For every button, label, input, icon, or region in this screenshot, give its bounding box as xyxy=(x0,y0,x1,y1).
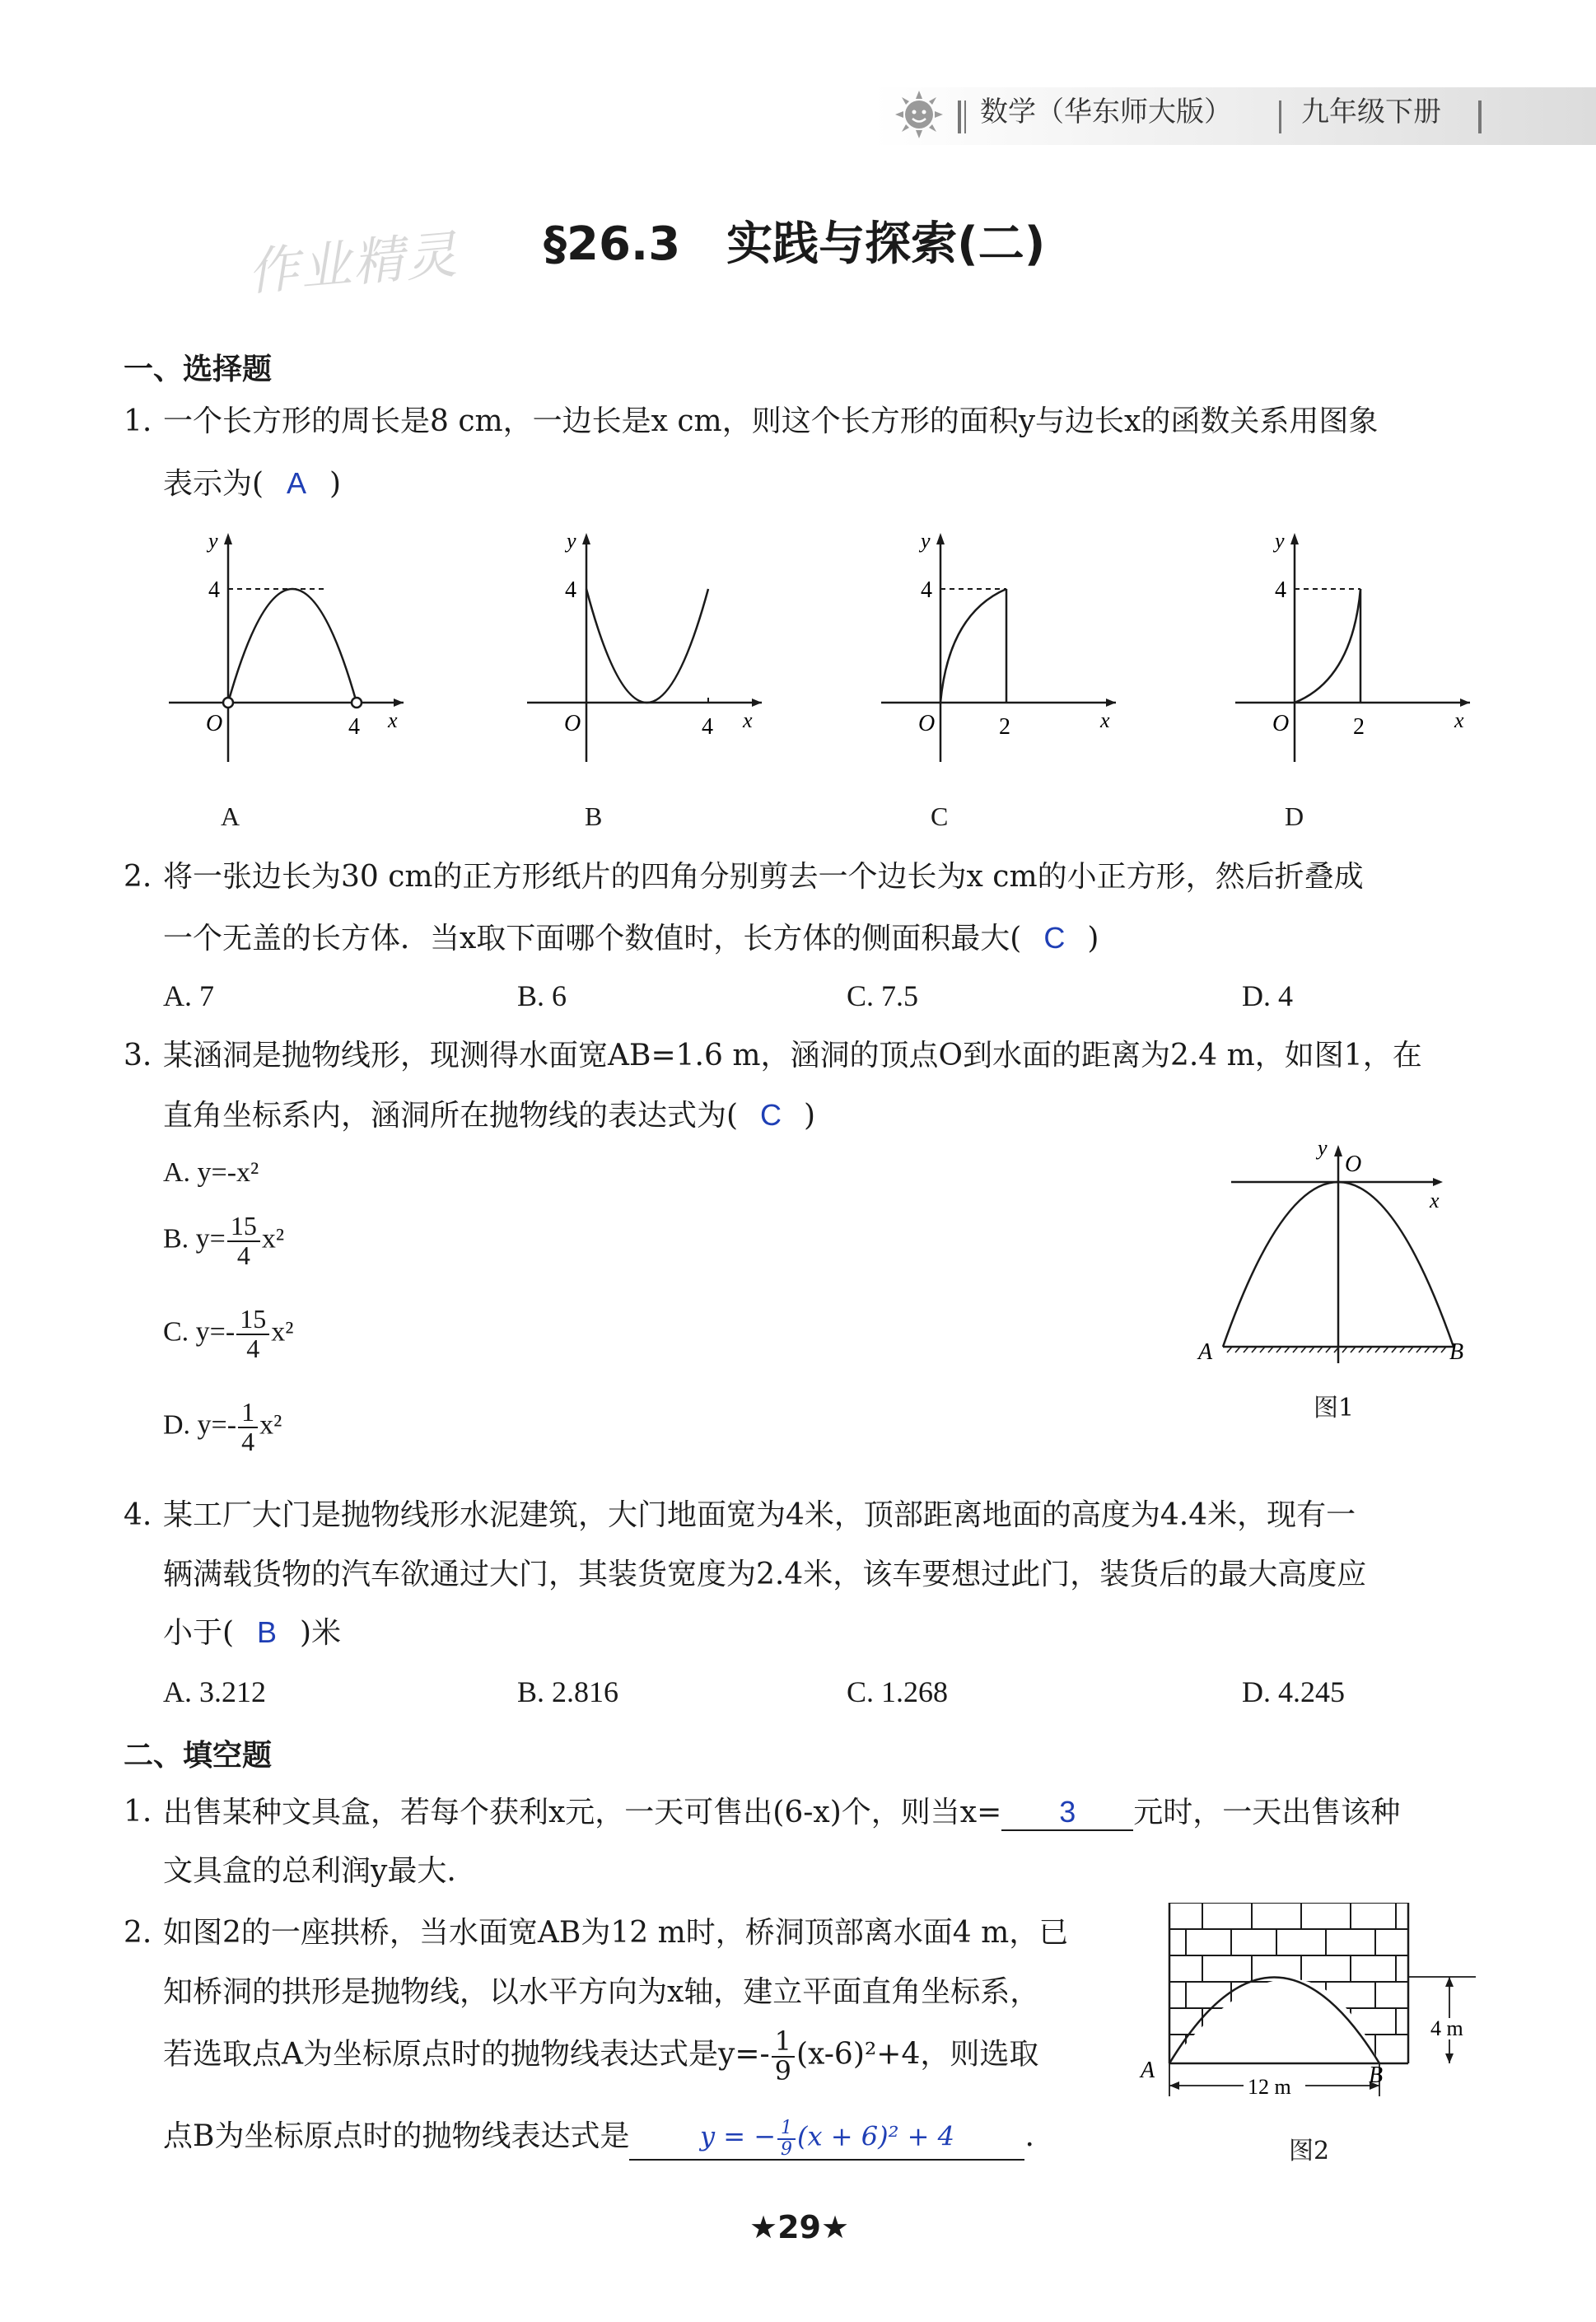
q4-text-line2: 辆满载货物的汽车欲通过大门，其装货宽度为2.4米，该车要想过此门，装货后的最大高度应 xyxy=(163,1558,1367,1591)
fig1-origin-label: O xyxy=(1345,1152,1362,1177)
fig2-a-label: A xyxy=(1141,2058,1155,2083)
graph-label-c: C xyxy=(931,801,949,831)
fill-q1-number: 1. xyxy=(124,1795,152,1829)
fig1-b-label: B xyxy=(1449,1339,1464,1365)
q2-option-d: D. 4 xyxy=(1242,979,1293,1012)
q3-option-b-label: B. y= xyxy=(163,1223,226,1254)
fill-q2-line4-pre: 点B为坐标原点时的抛物线表达式是 xyxy=(163,2119,630,2153)
graph-b-y-axis-label: y xyxy=(567,529,576,553)
q4-option-b: B. 2.816 xyxy=(517,1675,619,1708)
fill-q2-answer-denominator: 9 xyxy=(781,2138,793,2160)
q3-option-c-x2: x² xyxy=(271,1316,294,1348)
q2-number: 2. xyxy=(124,860,152,894)
graph-c-x-axis-label: x xyxy=(1100,708,1110,732)
fill-q2-answer-numerator: 1 xyxy=(777,2119,796,2139)
q1-graph-c xyxy=(873,523,1128,774)
fill-q2-number: 2. xyxy=(124,1916,152,1950)
q1-number: 1. xyxy=(124,404,152,438)
fill-q1-line1 xyxy=(163,1794,1400,1831)
graph-label-a: A xyxy=(221,801,240,831)
q4-option-d: D. 4.245 xyxy=(1242,1675,1345,1708)
graph-c-origin: O xyxy=(918,711,936,736)
q3-line2-post: ) xyxy=(804,1099,816,1133)
graph-c-x-tick: 2 xyxy=(999,714,1010,740)
fill-q2-line1: 如图2的一座拱桥，当水面宽AB为12 m时，桥洞顶部离水面4 m，已 xyxy=(163,1916,1069,1950)
q4-text-line1: 某工厂大门是抛物线形水泥建筑，大门地面宽为4米，顶部距离地面的高度为4.4米，现有一 xyxy=(163,1498,1356,1532)
graph-a-y-tick: 4 xyxy=(208,577,220,603)
q2-option-a: A. 7 xyxy=(163,979,214,1012)
fill-q2-line2: 知桥洞的拱形是抛物线，以水平方向为x轴，建立平面直角坐标系， xyxy=(163,1975,1040,2009)
fill-q1-line1-post: 元时，一天出售该种 xyxy=(1133,1796,1401,1829)
figure-1-culvert xyxy=(1186,1137,1491,1384)
q3-option-b-fraction xyxy=(227,1212,260,1269)
header-divider-left2 xyxy=(964,100,966,133)
page-title: §26.3 实践与探索(二) xyxy=(544,217,1046,271)
graph-c-y-tick: 4 xyxy=(921,577,932,603)
graph-b-x-axis-label: x xyxy=(743,708,753,732)
figure-2-caption: 图2 xyxy=(1289,2137,1330,2165)
fill-q2-numerator: 1 xyxy=(772,2028,795,2058)
graph-b-x-tick: 4 xyxy=(702,714,713,740)
graph-c-y-axis-label: y xyxy=(921,529,931,553)
q3-option-d-denominator: 4 xyxy=(241,1426,255,1456)
fill-q2-line3-post: (x-6)²+4，则选取 xyxy=(796,2037,1039,2072)
q3-option-c-numerator: 15 xyxy=(236,1306,269,1335)
fill-q2-answer-post: (x + 6)² + 4 xyxy=(797,2121,954,2152)
q3-option-d-fraction xyxy=(238,1399,258,1455)
header-divider-left xyxy=(958,100,961,133)
q3-option-b-x2: x² xyxy=(261,1223,285,1254)
q1-answer: A xyxy=(287,466,307,500)
q2-line2-pre: 一个无盖的长方体．当x取下面哪个数值时，长方体的侧面积最大( xyxy=(163,922,1022,955)
fill-q2-answer-fraction xyxy=(777,2119,796,2158)
fill-q1-line2: 文具盒的总利润y最大. xyxy=(163,1854,456,1888)
page-number: ★29★ xyxy=(749,2209,850,2245)
sun-logo-icon xyxy=(894,89,945,140)
q4-answer: B xyxy=(257,1615,278,1649)
q4-text-line3 xyxy=(163,1614,341,1651)
q3-option-d-label: D. y=- xyxy=(163,1409,237,1441)
fig1-x-label: x xyxy=(1430,1189,1440,1212)
fill-q2-line4-post: . xyxy=(1024,2119,1034,2153)
fill-q2-line3 xyxy=(163,2025,1039,2086)
q1-text-line1: 一个长方形的周长是8 cm，一边长是x cm，则这个长方形的面积y与边长x的函数关系用图象 xyxy=(163,404,1379,438)
q4-line3-post: )米 xyxy=(300,1616,342,1650)
fill-q2-fraction xyxy=(772,2025,795,2086)
fig2-height-label: 4 m xyxy=(1430,2016,1463,2040)
q4-number: 4. xyxy=(124,1498,152,1532)
figure-1-caption: 图1 xyxy=(1314,1394,1355,1423)
fig1-a-label: A xyxy=(1198,1339,1213,1365)
q3-text-line1: 某涵洞是抛物线形，现测得水面宽AB=1.6 m，涵洞的顶点O到水面的距离为2.4 m，如图1，在 xyxy=(163,1039,1422,1072)
q3-option-c xyxy=(163,1306,293,1362)
q3-option-d-x2: x² xyxy=(259,1409,282,1441)
section-heading-fill: 二、填空题 xyxy=(124,1739,273,1773)
header-divider-mid xyxy=(1279,100,1281,133)
q3-option-a: A. y=-x² xyxy=(163,1157,259,1188)
graph-d-x-tick: 2 xyxy=(1353,714,1365,740)
q1-graph-d xyxy=(1227,523,1482,774)
q1-line2-pre: 表示为( xyxy=(163,467,264,501)
graph-a-x-tick: 4 xyxy=(348,714,360,740)
graph-label-b: B xyxy=(585,801,603,831)
q2-text-line1: 将一张边长为30 cm的正方形纸片的四角分别剪去一个边长为x cm的小正方形，然后折叠成 xyxy=(163,860,1364,894)
q2-line2-post: ) xyxy=(1087,922,1099,955)
q3-option-c-fraction xyxy=(236,1306,269,1362)
q1-graph-a xyxy=(161,523,416,774)
q3-option-d-numerator: 1 xyxy=(238,1399,258,1428)
fill-q2-answer-blank xyxy=(629,2119,1024,2160)
q3-option-c-denominator: 4 xyxy=(246,1333,260,1363)
q3-option-b-numerator: 15 xyxy=(227,1212,260,1242)
header-grade: 九年级下册 xyxy=(1301,96,1441,128)
watermark-logo: 作业精灵 xyxy=(245,223,461,302)
q1-graph-b xyxy=(519,523,774,774)
q3-number: 3. xyxy=(124,1039,152,1072)
q3-text-line2 xyxy=(163,1097,815,1133)
q3-answer: C xyxy=(760,1098,782,1132)
q3-option-d xyxy=(163,1399,282,1455)
fill-q1-line1-pre: 出售某种文具盒，若每个获利x元，一天可售出(6-x)个，则当x= xyxy=(163,1796,1002,1829)
section-heading-choice: 一、选择题 xyxy=(124,353,273,386)
graph-b-origin: O xyxy=(564,711,581,736)
graph-d-y-axis-label: y xyxy=(1275,529,1285,553)
graph-a-x-axis-label: x xyxy=(388,708,398,732)
graph-a-y-axis-label: y xyxy=(208,529,218,553)
q4-option-a: A. 3.212 xyxy=(163,1675,266,1708)
q2-option-c: C. 7.5 xyxy=(847,979,919,1012)
graph-d-x-axis-label: x xyxy=(1454,708,1464,732)
q1-text-line2 xyxy=(163,465,341,502)
fig2-b-label: B xyxy=(1369,2063,1384,2088)
header-subject: 数学（华东师大版） xyxy=(980,96,1232,128)
q4-line3-pre: 小于( xyxy=(163,1616,235,1650)
q1-line2-post: ) xyxy=(329,467,342,501)
graph-label-d: D xyxy=(1285,801,1304,831)
q2-text-line2 xyxy=(163,920,1099,956)
fig2-width-label: 12 m xyxy=(1248,2075,1291,2099)
graph-d-origin: O xyxy=(1272,711,1290,736)
graph-b-y-tick: 4 xyxy=(565,577,576,603)
q4-option-c: C. 1.268 xyxy=(847,1675,949,1708)
fill-q1-answer-blank: 3 xyxy=(1001,1794,1133,1831)
fill-q2-denominator: 9 xyxy=(774,2054,792,2086)
q3-option-b xyxy=(163,1212,284,1269)
fill-q2-line4 xyxy=(163,2119,1034,2161)
fill-q2-line3-pre: 若选取点A为坐标原点时的抛物线表达式是y=- xyxy=(163,2037,770,2072)
q3-option-c-label: C. y=- xyxy=(163,1316,236,1348)
graph-d-y-tick: 4 xyxy=(1275,577,1286,603)
figure-2-arch-bridge xyxy=(1136,1895,1482,2125)
q2-option-b: B. 6 xyxy=(517,979,567,1012)
q2-answer: C xyxy=(1043,921,1066,955)
graph-a-origin: O xyxy=(206,711,223,736)
header-divider-right xyxy=(1478,100,1482,133)
fill-q2-answer-pre: y = − xyxy=(700,2121,777,2152)
q3-line2-pre: 直角坐标系内，涵洞所在抛物线的表达式为( xyxy=(163,1099,739,1133)
q3-option-b-denominator: 4 xyxy=(236,1240,250,1270)
fig1-y-label: y xyxy=(1318,1137,1328,1160)
